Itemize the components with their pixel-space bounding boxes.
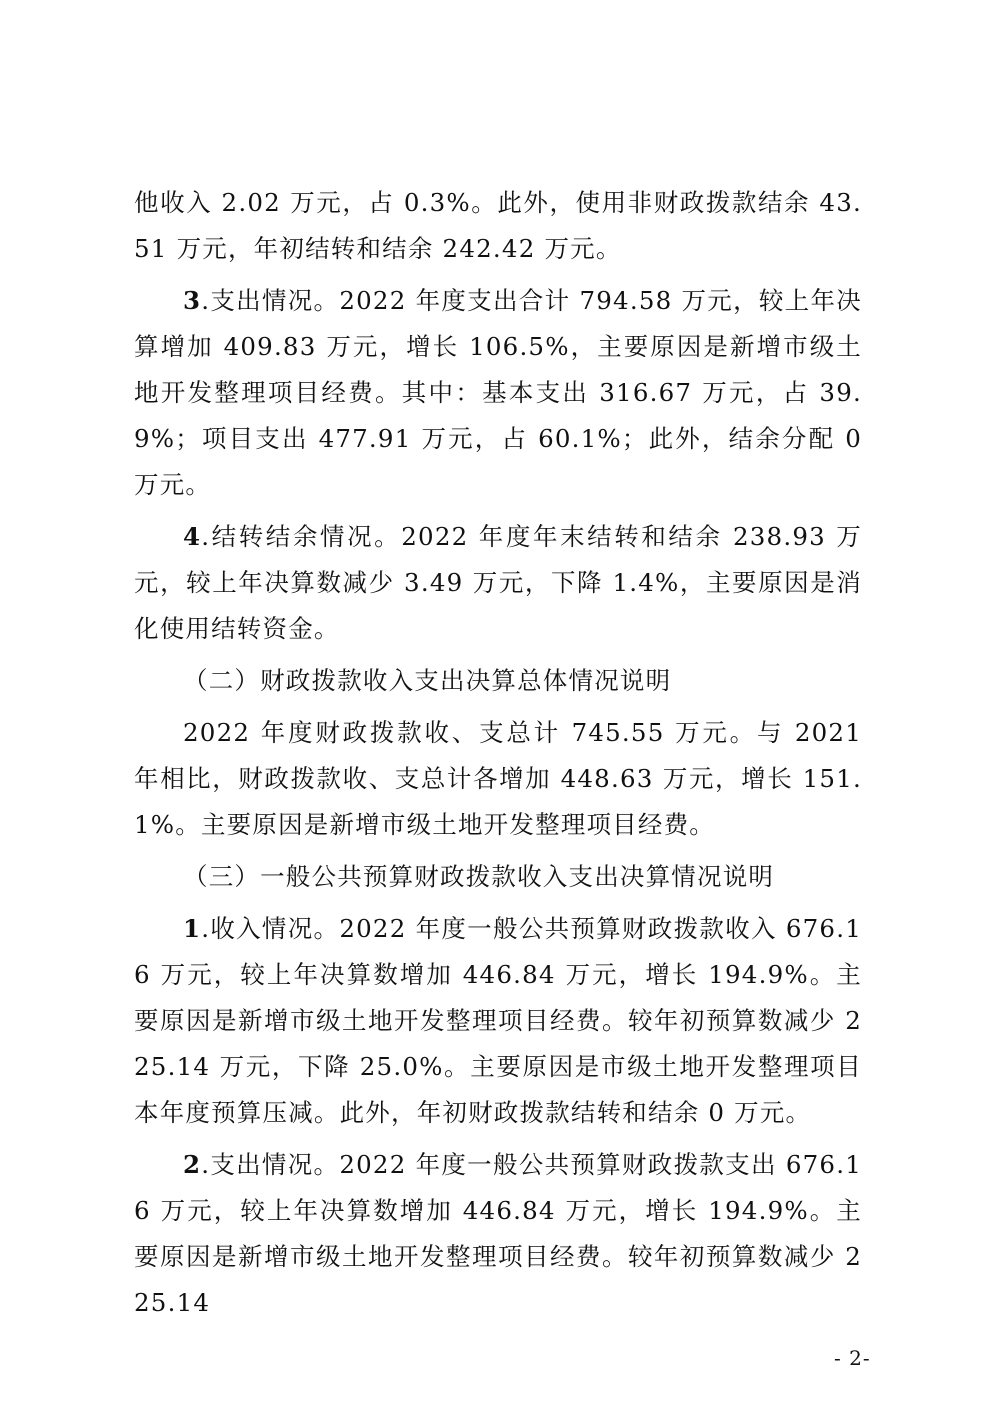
paragraph-income-continued xyxy=(134,180,862,272)
section-heading-general-budget xyxy=(134,854,862,900)
paragraph-carryover xyxy=(134,514,862,652)
heading-text: （二）财政拨款收入支出决算总体情况说明 xyxy=(183,666,672,695)
item-number: 1 xyxy=(183,914,202,943)
paragraph-expenditure xyxy=(134,278,862,508)
section-heading-fiscal-overview xyxy=(134,658,862,704)
item-number: 3 xyxy=(183,286,202,315)
document-body xyxy=(134,180,862,1332)
item-number: 2 xyxy=(183,1150,202,1179)
item-number: 4 xyxy=(183,522,202,551)
paragraph-fiscal-overview xyxy=(134,710,862,848)
page-number: - 2- xyxy=(834,1346,871,1370)
paragraph-text: .结转结余情况。2022 年度年末结转和结余 238.93 万元，较上年决算数减少 3.49 万元，下降 1.4%，主要原因是消化使用结转资金。 xyxy=(134,522,862,643)
paragraph-text: .支出情况。2022 年度一般公共预算财政拨款支出 676.16 万元，较上年决算数增加 446.84 万元，增长 194.9%。主要原因是新增市级土地开发整理项目经费。较年初预算数减少 225.14 xyxy=(134,1150,862,1317)
paragraph-text: 2022 年度财政拨款收、支总计 745.55 万元。与 2021 年相比，财政拨款收、支总计各增加 448.63 万元，增长 151.1%。主要原因是新增市级土地开发整理项目经费。 xyxy=(134,718,862,839)
paragraph-text: 他收入 2.02 万元，占 0.3%。此外，使用非财政拨款结余 43.51 万元，年初结转和结余 242.42 万元。 xyxy=(134,188,862,263)
paragraph-text: .支出情况。2022 年度支出合计 794.58 万元，较上年决算增加 409.83 万元，增长 106.5%，主要原因是新增市级土地开发整理项目经费。其中：基本支出 316.67 万元，占 39.9%；项目支出 477.91 万元，占 60.1%；此外，结余分配 0 万元。 xyxy=(134,286,862,499)
paragraph-general-expenditure xyxy=(134,1142,862,1326)
heading-text: （三）一般公共预算财政拨款收入支出决算情况说明 xyxy=(183,862,775,891)
paragraph-text: .收入情况。2022 年度一般公共预算财政拨款收入 676.16 万元，较上年决算数增加 446.84 万元，增长 194.9%。主要原因是新增市级土地开发整理项目经费。较年初预算数减少 225.14 万元，下降 25.0%。主要原因是市级土地开发整理项目本年度预算压减。此外，年初财政拨款结转和结余 0 万元。 xyxy=(134,914,862,1127)
paragraph-general-income xyxy=(134,906,862,1136)
